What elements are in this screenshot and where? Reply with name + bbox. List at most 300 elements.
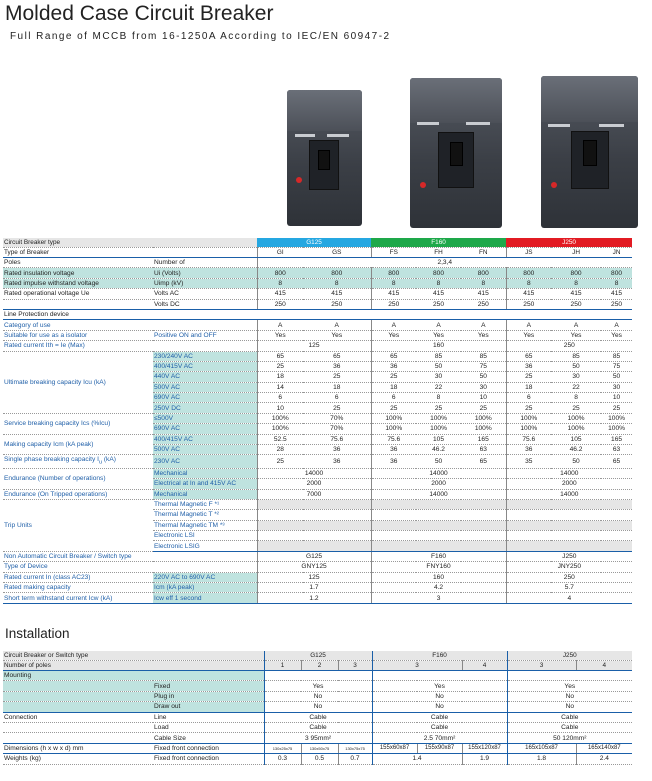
table-cell: Yes: [416, 330, 461, 340]
table-cell: 36: [303, 361, 371, 371]
table-cell: 415: [416, 289, 461, 299]
table-row: [3, 434, 632, 444]
table-cell: [153, 341, 257, 351]
table-cell: 25: [601, 403, 632, 413]
table-cell: 690V AC: [153, 393, 257, 403]
table-cell: No: [372, 691, 507, 701]
table-cell: 3: [507, 661, 576, 671]
table-cell: A: [601, 320, 632, 330]
group-f160: F160: [371, 238, 506, 248]
table-cell: No: [507, 702, 632, 712]
table-cell: J250: [507, 651, 632, 661]
table-cell: 230V AC: [153, 455, 257, 468]
table-cell: 250: [416, 299, 461, 309]
table-cell: 18: [257, 372, 303, 382]
table-cell: [506, 510, 632, 520]
table-cell: [371, 520, 506, 530]
table-cell: 63: [601, 445, 632, 455]
table-cell: 8: [506, 278, 551, 288]
table-cell: Mechanical: [153, 468, 257, 478]
table-cell: 250: [303, 299, 371, 309]
table-cell: Dimensions (h x w x d) mm: [3, 743, 153, 753]
table-cell: [506, 499, 632, 509]
table-row: [3, 551, 632, 561]
table-cell: Ultimate breaking capacity Icu (kA): [3, 351, 153, 413]
table-cell: Connection: [3, 712, 153, 722]
table-cell: 800: [506, 268, 551, 278]
page-title: Molded Case Circuit Breaker: [5, 2, 274, 25]
table-cell: 8: [303, 278, 371, 288]
table-cell: 25: [257, 361, 303, 371]
table-cell: 2: [301, 661, 338, 671]
table-cell: 415: [257, 289, 303, 299]
install-header: [3, 651, 632, 661]
table-cell: [372, 671, 507, 681]
table-cell: Category of use: [3, 320, 153, 330]
table-cell: 25: [303, 372, 371, 382]
table-cell: Yes: [264, 681, 372, 691]
type-js: JS: [506, 248, 551, 258]
table-cell: 250: [506, 299, 551, 309]
table-cell: [257, 520, 371, 530]
table-cell: Plug in: [153, 691, 264, 701]
table-cell: 30: [461, 382, 506, 392]
type-fs: FS: [371, 248, 416, 258]
table-row: [3, 330, 632, 340]
table-cell: Single phase breaking capacity $I_u$ (kA): [3, 455, 153, 468]
section-line-protection: Line Protection device: [3, 309, 632, 319]
spec-header-types: [3, 248, 632, 258]
table-cell: 100%: [416, 424, 461, 434]
table-cell: No: [372, 702, 507, 712]
table-cell: [371, 541, 506, 551]
table-cell: 75: [461, 361, 506, 371]
table-cell: 3: [372, 661, 462, 671]
table-row: [3, 341, 632, 351]
table-cell: [153, 651, 264, 661]
table-cell: 14000: [371, 489, 506, 499]
table-cell: 50: [551, 455, 601, 468]
spec-table: [3, 238, 632, 604]
table-cell: No: [264, 691, 372, 701]
table-cell: Endurance (On Tripped operations): [3, 489, 153, 499]
table-cell: 3: [338, 661, 372, 671]
table-cell: 75.6: [371, 434, 416, 444]
table-row: [3, 702, 632, 712]
table-cell: Weights (kg): [3, 754, 153, 764]
table-cell: 400/415V AC: [153, 361, 257, 371]
table-cell: 25: [551, 403, 601, 413]
installation-table: [3, 651, 632, 765]
table-cell: Yes: [372, 681, 507, 691]
table-cell: Cable: [507, 722, 632, 732]
table-cell: A: [416, 320, 461, 330]
table-cell: 10: [257, 403, 303, 413]
table-cell: Suitable for use as a isolator: [3, 330, 153, 340]
table-cell: Fixed: [153, 681, 264, 691]
table-cell: ≤500V: [153, 413, 257, 423]
table-cell: [3, 722, 153, 732]
type-jn: JN: [601, 248, 632, 258]
table-cell: 250: [461, 299, 506, 309]
table-cell: Electrical at In and 415V AC: [153, 479, 257, 489]
spec-header-groups: [3, 238, 632, 248]
table-cell: 100%: [257, 413, 303, 423]
table-cell: 14000: [506, 468, 632, 478]
table-cell: 18: [506, 382, 551, 392]
table-cell: 130x25x75: [264, 743, 301, 753]
table-cell: 1: [264, 661, 301, 671]
table-cell: [3, 299, 153, 309]
table-cell: [257, 510, 371, 520]
table-cell: 75.6: [303, 434, 371, 444]
table-cell: 800: [257, 268, 303, 278]
table-cell: 6: [257, 393, 303, 403]
table-cell: [153, 320, 257, 330]
table-cell: 85: [601, 351, 632, 361]
table-cell: 10: [601, 393, 632, 403]
table-cell: Yes: [507, 681, 632, 691]
table-cell: Mechanical: [153, 489, 257, 499]
table-cell: Trip Units: [3, 499, 153, 551]
table-cell: 6: [506, 393, 551, 403]
table-cell: 14000: [371, 468, 506, 478]
table-cell: 5.7: [506, 583, 632, 593]
table-row: [3, 455, 632, 468]
type-jh: JH: [551, 248, 601, 258]
table-cell: 415: [601, 289, 632, 299]
table-cell: 2000: [257, 479, 371, 489]
table-cell: FNY160: [371, 562, 506, 572]
table-cell: 800: [303, 268, 371, 278]
table-cell: F160: [372, 651, 507, 661]
table-cell: 2000: [506, 479, 632, 489]
table-cell: [3, 702, 153, 712]
table-cell: 415: [303, 289, 371, 299]
table-row: [3, 743, 632, 753]
table-cell: 1.9: [462, 754, 507, 764]
table-cell: [3, 681, 153, 691]
table-cell: Cable Size: [153, 733, 264, 743]
table-cell: F160: [371, 551, 506, 561]
table-cell: Rated insulation voltage: [3, 268, 153, 278]
table-cell: A: [303, 320, 371, 330]
table-row: [3, 661, 632, 671]
table-cell: 230/240V AC: [153, 351, 257, 361]
table-cell: 3 95mm²: [264, 733, 372, 743]
table-cell: 6: [303, 393, 371, 403]
table-cell: 65: [257, 351, 303, 361]
table-cell: 800: [416, 268, 461, 278]
table-cell: JNY250: [506, 562, 632, 572]
table-cell: [371, 510, 506, 520]
table-cell: 0.7: [338, 754, 372, 764]
table-cell: 250: [371, 299, 416, 309]
table-cell: 0.3: [264, 754, 301, 764]
table-row: [3, 413, 632, 423]
table-cell: 2,3,4: [257, 258, 632, 268]
table-cell: 25: [303, 403, 371, 413]
table-cell: 85: [461, 351, 506, 361]
table-cell: 1.7: [257, 583, 371, 593]
table-cell: GNY125: [257, 562, 371, 572]
table-cell: G125: [264, 651, 372, 661]
table-cell: Non Automatic Circuit Breaker / Switch type: [3, 551, 257, 561]
table-cell: Volts DC: [153, 299, 257, 309]
table-cell: Circuit Breaker or Switch type: [3, 651, 153, 661]
table-cell: Rated making capacity: [3, 583, 153, 593]
table-cell: G125: [257, 551, 371, 561]
table-cell: 415: [506, 289, 551, 299]
table-cell: 30: [416, 372, 461, 382]
table-cell: 105: [416, 434, 461, 444]
table-cell: Cable: [372, 712, 507, 722]
table-cell: 50: [601, 372, 632, 382]
table-cell: Cable: [264, 712, 372, 722]
table-cell: Rated operational voltage Ue: [3, 289, 153, 299]
table-cell: Yes: [506, 330, 551, 340]
table-cell: 415: [371, 289, 416, 299]
table-cell: Yes: [551, 330, 601, 340]
table-cell: 4.2: [371, 583, 506, 593]
table-cell: 25: [461, 403, 506, 413]
table-cell: [506, 531, 632, 541]
table-cell: 100%: [461, 424, 506, 434]
table-cell: 36: [506, 445, 551, 455]
label: Circuit Breaker type: [3, 238, 153, 248]
table-cell: 65: [601, 455, 632, 468]
table-cell: [507, 671, 632, 681]
table-cell: A: [371, 320, 416, 330]
product-image-j250: [541, 76, 638, 228]
table-cell: 70%: [303, 424, 371, 434]
table-cell: Service breaking capacity Ics (%Icu): [3, 413, 153, 434]
table-cell: 22: [551, 382, 601, 392]
table-cell: 800: [461, 268, 506, 278]
type-fn: FN: [461, 248, 506, 258]
table-row: [3, 278, 632, 288]
table-cell: 100%: [257, 424, 303, 434]
table-row: [3, 572, 632, 582]
table-cell: 50: [551, 361, 601, 371]
table-cell: 250: [506, 341, 632, 351]
type-fh: FH: [416, 248, 461, 258]
table-cell: 100%: [551, 424, 601, 434]
table-cell: 4: [576, 661, 632, 671]
table-cell: 415: [551, 289, 601, 299]
table-cell: 8: [551, 393, 601, 403]
table-cell: 0.5: [301, 754, 338, 764]
table-cell: [3, 733, 153, 743]
table-cell: A: [461, 320, 506, 330]
table-row: [3, 754, 632, 764]
table-cell: 250: [551, 299, 601, 309]
table-cell: 100%: [461, 413, 506, 423]
table-cell: [257, 499, 371, 509]
table-cell: 28: [257, 445, 303, 455]
table-cell: Yes: [303, 330, 371, 340]
table-cell: Making capacity Icm (kA peak): [3, 434, 153, 455]
table-cell: 46.2: [551, 445, 601, 455]
table-cell: 100%: [506, 413, 551, 423]
table-cell: A: [551, 320, 601, 330]
table-cell: 1.4: [372, 754, 462, 764]
table-cell: 65: [506, 351, 551, 361]
table-cell: 25: [371, 372, 416, 382]
table-cell: 50 120mm²: [507, 733, 632, 743]
table-cell: 125: [257, 572, 371, 582]
table-cell: 800: [551, 268, 601, 278]
table-cell: Mounting: [3, 671, 153, 681]
table-cell: Rated current Ith = Ie (Max): [3, 341, 153, 351]
table-cell: 4: [506, 593, 632, 603]
table-cell: 36: [506, 361, 551, 371]
table-cell: Line: [153, 712, 264, 722]
table-cell: 160: [371, 341, 506, 351]
table-cell: [3, 691, 153, 701]
table-cell: 165: [461, 434, 506, 444]
table-cell: Number of poles: [3, 661, 153, 671]
table-cell: [153, 238, 257, 248]
table-cell: Number of: [153, 258, 257, 268]
table-cell: 155x120x87: [462, 743, 507, 753]
table-cell: Thermal Magnetic T *²: [153, 510, 257, 520]
table-cell: Ui (Volts): [153, 268, 257, 278]
table-cell: 3: [371, 593, 506, 603]
table-row: [3, 258, 632, 268]
table-cell: 155x60x87: [372, 743, 417, 753]
table-row: [3, 681, 632, 691]
group-j250: J250: [506, 238, 632, 248]
table-row: [3, 309, 632, 319]
table-cell: 14000: [506, 489, 632, 499]
table-cell: 2.5 70mm²: [372, 733, 507, 743]
product-image-f160: [410, 78, 502, 228]
table-row: [3, 499, 632, 509]
table-cell: Fixed front connection: [153, 743, 264, 753]
table-cell: 8: [257, 278, 303, 288]
table-cell: 440V AC: [153, 372, 257, 382]
table-cell: Type of Device: [3, 562, 153, 572]
table-cell: 14000: [257, 468, 371, 478]
table-cell: 130x50x75: [301, 743, 338, 753]
table-cell: 155x90x87: [417, 743, 462, 753]
table-row: [3, 722, 632, 732]
table-cell: [371, 531, 506, 541]
table-cell: Short term withstand current Icw (kA): [3, 593, 153, 603]
table-cell: 75: [601, 361, 632, 371]
table-cell: J250: [506, 551, 632, 561]
table-cell: No: [507, 691, 632, 701]
table-cell: No: [264, 702, 372, 712]
table-cell: 30: [551, 372, 601, 382]
table-cell: 100%: [371, 424, 416, 434]
table-cell: 35: [506, 455, 551, 468]
table-cell: 52.5: [257, 434, 303, 444]
table-cell: Thermal Magnetic F *¹: [153, 499, 257, 509]
table-cell: Rated current In (class AC23): [3, 572, 153, 582]
table-cell: Icm (kA peak): [153, 583, 257, 593]
table-cell: 165x105x87: [507, 743, 576, 753]
table-cell: Draw out: [153, 702, 264, 712]
table-row: [3, 351, 632, 361]
table-cell: 100%: [601, 413, 632, 423]
table-cell: Load: [153, 722, 264, 732]
table-cell: 36: [371, 455, 416, 468]
table-cell: 36: [371, 445, 416, 455]
label: Type of Breaker: [3, 248, 153, 258]
table-cell: 800: [601, 268, 632, 278]
table-cell: 50: [416, 455, 461, 468]
table-cell: Rated impulse withstand voltage: [3, 278, 153, 288]
table-cell: 500V AC: [153, 382, 257, 392]
table-cell: 165x140x87: [576, 743, 632, 753]
table-cell: 10: [461, 393, 506, 403]
table-cell: 65: [303, 351, 371, 361]
table-cell: Icw eff 1 second: [153, 593, 257, 603]
table-cell: 100%: [416, 413, 461, 423]
table-cell: [257, 531, 371, 541]
table-cell: 14: [257, 382, 303, 392]
table-cell: [506, 541, 632, 551]
table-cell: 690V AC: [153, 424, 257, 434]
type-gi: GI: [257, 248, 303, 258]
table-cell: 2000: [371, 479, 506, 489]
table-cell: 250: [257, 299, 303, 309]
table-cell: 70%: [303, 413, 371, 423]
table-cell: 65: [461, 455, 506, 468]
table-cell: [153, 661, 264, 671]
table-cell: 8: [371, 278, 416, 288]
table-cell: 160: [371, 572, 506, 582]
table-cell: [153, 562, 257, 572]
table-cell: 25: [371, 403, 416, 413]
table-cell: Fixed front connection: [153, 754, 264, 764]
table-row: [3, 268, 632, 278]
table-cell: 8: [416, 278, 461, 288]
table-row: [3, 712, 632, 722]
table-row: [3, 691, 632, 701]
table-cell: Yes: [601, 330, 632, 340]
table-cell: 36: [303, 455, 371, 468]
group-g125: G125: [257, 238, 371, 248]
table-cell: 8: [461, 278, 506, 288]
table-cell: [506, 520, 632, 530]
table-cell: 220V AC to 690V AC: [153, 572, 257, 582]
table-cell: 100%: [601, 424, 632, 434]
table-cell: [371, 499, 506, 509]
table-cell: 165: [601, 434, 632, 444]
table-cell: Endurance (Number of operations): [3, 468, 153, 489]
table-cell: 50: [461, 372, 506, 382]
table-cell: 100%: [371, 413, 416, 423]
table-cell: 8: [601, 278, 632, 288]
table-cell: Yes: [461, 330, 506, 340]
table-cell: 800: [371, 268, 416, 278]
table-row: [3, 299, 632, 309]
table-cell: Electronic LSI: [153, 531, 257, 541]
table-cell: 46.2: [416, 445, 461, 455]
table-cell: 85: [416, 351, 461, 361]
table-cell: 36: [371, 361, 416, 371]
table-row: [3, 562, 632, 572]
table-cell: 7000: [257, 489, 371, 499]
table-cell: 36: [303, 445, 371, 455]
table-cell: 65: [371, 351, 416, 361]
table-cell: Cable: [264, 722, 372, 732]
table-cell: [153, 248, 257, 258]
table-cell: 25: [257, 455, 303, 468]
